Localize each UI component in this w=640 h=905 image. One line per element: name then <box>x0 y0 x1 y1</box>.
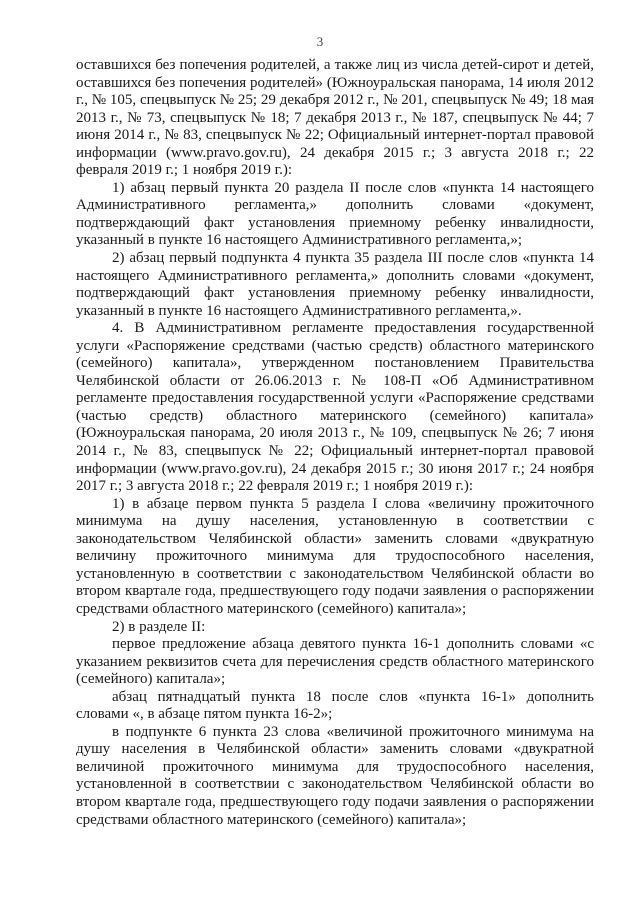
paragraph-point-23: в подпункте 6 пункта 23 слова «величиной прожиточного минимума на душу населения в Челябинской области» заменить словами «двукратной величиной прожиточного минимума для трудоспособного населения, установленной в соответствии с законодательством Челябинской области во втором квартале года, предшествующего году подачи заявления о распоряжении средствами областного материнского (семейного) капитала»; <box>76 723 594 828</box>
paragraph-item-2-section-ii: 2) в разделе II: <box>112 618 206 635</box>
paragraph-section-4: 4. В Административном регламенте предоставления государственной услуги «Распоряжение средствами (частью средств) областного материнского (семейного) капитала», утвержденном постановлением Правительства Челябинской области от 26.06.2013 г. № 108-П «Об Административном регламенте предоставления государственной услуги «Распоряжение средствами (частью средств) областного материнского (семейного) капитала» (Южноуральская панорама, 20 июля 2013 г., № 109, спецвыпуск № 26; 7 июня 2014 г., № 83, спецвыпуск № 22; Официальный интернет-портал правовой информации (www.pravo.gov.ru), 24 декабря 2015 г.; 30 июня 2017 г.; 24 ноября 2017 г.; 3 августа 2018 г.; 22 февраля 2019 г.; 1 ноября 2019 г.): <box>76 320 594 495</box>
document-body <box>76 57 594 829</box>
paragraph-point-18: абзац пятнадцатый пункта 18 после слов «пункта 16-1» дополнить словами «, в абзаце пятом пункта 16-2»; <box>76 688 594 723</box>
paragraph-item-2-article-35: 2) абзац первый подпункта 4 пункта 35 раздела III после слов «пункта 14 настоящего Административного регламента,» дополнить словами «документ, подтверждающий факт установления приемному ребенку инвалидности, указанный в пункте 16 настоящего Административного регламента,». <box>76 250 594 319</box>
paragraph-item-1-section-i: 1) в абзаце первом пункта 5 раздела I слова «величину прожиточного минимума на душу населения, установленную в соответствии с законодательством Челябинской области» заменить словами «двукратную величину прожиточного минимума для трудоспособного населения, установленную в соответствии с законодательством Челябинской области во втором квартале года, предшествующего году подачи заявления о распоряжении средствами областного материнского (семейного) капитала»; <box>76 495 594 617</box>
page-number: 3 <box>316 34 324 49</box>
paragraph-point-16-1: первое предложение абзаца девятого пункта 16-1 дополнить словами «с указанием реквизитов счета для перечисления средств областного материнского (семейного) капитала»; <box>76 636 594 688</box>
paragraph-item-1-article-20: 1) абзац первый пункта 20 раздела II после слов «пункта 14 настоящего Административного регламента,» дополнить словами «документ, подтверждающий факт установления приемному ребенку инвалидности, указанный в пункте 16 настоящего Административного регламента,»; <box>76 179 594 249</box>
paragraph-continuation: оставшихся без попечения родителей, а также лиц из числа детей-сирот и детей, оставшихся без попечения родителей» (Южноуральская панорама, 14 июля 2012 г., № 105, спецвыпуск № 25; 29 декабря 2012 г., № 201, спецвыпуск № 49; 18 мая 2013 г., № 73, спецвыпуск № 18; 7 декабря 2013 г., № 187, спецвыпуск № 44; 7 июня 2014 г., № 83, спецвыпуск № 22; Официальный интернет-портал правовой информации (www.pravo.gov.ru), 24 декабря 2015 г.; 3 августа 2018 г.; 22 февраля 2019 г.; 1 ноября 2019 г.): <box>76 57 594 179</box>
